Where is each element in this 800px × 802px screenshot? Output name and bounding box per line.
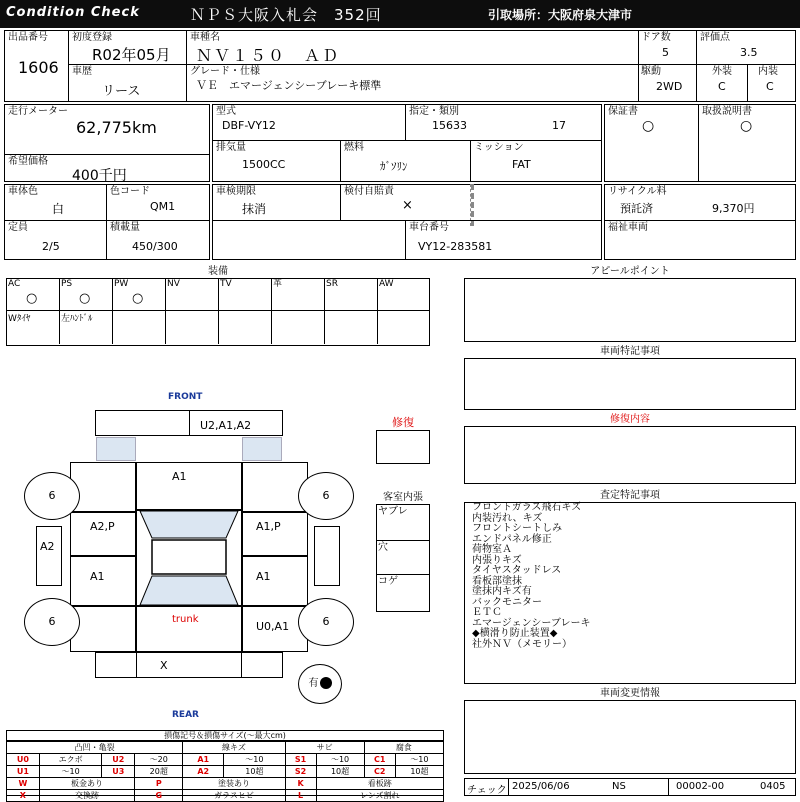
insurance-label: 検付自賠責: [344, 186, 394, 197]
equipment-title: 装備: [6, 266, 430, 279]
color-value: 白: [52, 202, 65, 216]
designation-value: 15633: [432, 119, 467, 132]
legend-code: C2: [364, 766, 395, 778]
inspection-notes-title: 査定特記事項: [464, 490, 796, 503]
equip-pw-label: PW: [114, 279, 129, 289]
mission-label: ミッション: [474, 142, 524, 153]
warranty-label: 保証書: [608, 106, 638, 117]
tire-rear-right: 6: [298, 598, 354, 646]
legend-code: K: [285, 778, 316, 790]
mission-value: FAT: [512, 158, 531, 171]
hood-panel: [136, 462, 242, 510]
legend-code: U0: [7, 754, 40, 766]
trunk-area: [136, 606, 242, 652]
windshield-glass: [136, 510, 242, 606]
change-info-title: 車両変更情報: [464, 688, 796, 701]
tail-damage: X: [160, 659, 168, 672]
legend-group: 線キズ: [183, 742, 285, 754]
legend-desc: 交換跡: [39, 790, 134, 802]
pickup-location: 引取場所：大阪府泉大津市: [488, 8, 633, 22]
load-label: 積載量: [110, 222, 140, 233]
tire-front-right: 6: [298, 472, 354, 520]
special-notes-title: 車両特記事項: [464, 346, 796, 359]
equip-ac-label: AC: [8, 279, 21, 289]
legend-group: 腐食: [364, 742, 443, 754]
equip-w-tire: Wﾀｲﾔ: [8, 314, 31, 324]
inspection-note: ◆横滑り防止装置◆: [472, 628, 558, 639]
price-label: 希望価格: [8, 156, 48, 167]
recycle-label: リサイクル料: [608, 186, 667, 197]
legend-desc: 塗装あり: [183, 778, 285, 790]
recycle-status: 預託済: [620, 202, 653, 215]
inspection-note: 内装汚れ、キズ: [472, 512, 543, 524]
cabin-tear: ヤブレ: [378, 506, 408, 517]
rear-label: REAR: [172, 710, 199, 720]
equip-nv-label: NV: [167, 279, 180, 289]
spare-tire: 有: [298, 664, 342, 704]
legend-code: X: [7, 790, 40, 802]
equip-ps-mark: ○: [79, 291, 91, 306]
insurance-value: ×: [402, 198, 413, 213]
right-front-fender: [242, 462, 308, 512]
capacity-label: 定員: [8, 222, 28, 233]
car-name-label: 車種名: [190, 32, 220, 43]
inspection-label: 車検期限: [216, 186, 256, 197]
displacement-value: 1500CC: [242, 158, 286, 171]
legend-desc: ～10: [395, 754, 443, 766]
inspection-note: フロントガラス飛石キズ: [472, 502, 582, 513]
inspection-note: フロントシートしみ: [472, 523, 562, 534]
lot-number: 1606: [18, 58, 59, 77]
check-date: 2025/06/06: [512, 781, 570, 792]
score-label: 評価点: [700, 32, 730, 43]
grade-value: ＶＥ エマージェンシーブレーキ標準: [196, 79, 382, 92]
cabin-hole: 穴: [378, 542, 388, 553]
legend-desc: ～10: [316, 754, 364, 766]
left-front-door: [70, 512, 136, 556]
trunk-label: trunk: [172, 614, 199, 625]
inspection-note: バックモニター: [472, 596, 542, 608]
fuel-label: 燃料: [344, 142, 364, 153]
chassis-label: 車台番号: [409, 222, 449, 233]
cabin-label: 客室内張: [376, 492, 430, 505]
inspection-note: ＥＴＣ: [472, 607, 502, 618]
price-value: 400千円: [72, 168, 127, 184]
legend-desc: ～10: [39, 766, 102, 778]
footer-code: 00002-00: [676, 781, 725, 792]
first-reg-value: R02年05月: [92, 46, 171, 64]
left-front-damage: A2,P: [90, 520, 115, 533]
legend-desc: 10超: [316, 766, 364, 778]
load-value: 450/300: [132, 240, 178, 253]
right-front-damage: A1,P: [256, 520, 281, 533]
inspection-note: エンドパネル修正: [472, 533, 552, 545]
footer-number: 0405: [760, 781, 786, 792]
legend-code: G: [135, 790, 183, 802]
left-side-panel: [36, 526, 62, 586]
history-value: リース: [102, 84, 141, 99]
legend-desc: 20超: [135, 766, 183, 778]
check-label: チェック: [467, 785, 507, 796]
right-rear-damage: A1: [256, 570, 271, 583]
interior-value: C: [766, 80, 774, 93]
legend-desc: ～20: [135, 754, 183, 766]
equip-sr-label: SR: [326, 279, 338, 289]
model-label: 型式: [216, 106, 236, 117]
doors-label: ドア数: [641, 32, 671, 43]
doors-value: 5: [662, 46, 669, 59]
legend-code: S1: [285, 754, 316, 766]
model-value: DBF-VY12: [222, 119, 276, 132]
legend-group: サビ: [285, 742, 364, 754]
exterior-value: C: [718, 80, 726, 93]
legend-desc: 板金あり: [39, 778, 134, 790]
equip-ps-label: PS: [61, 279, 73, 289]
auction-title: ＮＰＳ大阪入札会 352回: [190, 6, 382, 24]
legend-code: U1: [7, 766, 40, 778]
chassis-value: VY12-283581: [418, 240, 493, 253]
checker-name: NS: [612, 781, 626, 792]
color-code-label: 色コード: [110, 186, 150, 197]
legend-desc: ～10: [224, 754, 285, 766]
equip-ac-mark: ○: [26, 291, 38, 306]
legend-code: P: [135, 778, 183, 790]
color-code-value: QM1: [150, 200, 176, 213]
legend-desc: エクボ: [39, 754, 102, 766]
front-label: FRONT: [168, 392, 203, 402]
hood-damage: A1: [172, 470, 187, 483]
score-value: 3.5: [740, 46, 758, 59]
inspection-note: 荷物室Ａ: [472, 544, 512, 555]
grade-label: グレード・仕様: [190, 66, 260, 77]
inspection-value: 抹消: [242, 202, 267, 216]
equip-aw-label: AW: [379, 279, 394, 289]
recycle-fee: 9,370円: [712, 202, 755, 215]
legend-code: C1: [364, 754, 395, 766]
drive-label: 駆動: [641, 66, 661, 77]
designation-label: 指定・類別: [409, 106, 459, 117]
equip-tv-label: TV: [220, 279, 232, 289]
inspection-note: 内張りキズ: [472, 554, 522, 566]
legend-code: S2: [285, 766, 316, 778]
legend-title: 損傷記号＆損傷サイズ(～最大cm): [6, 730, 444, 741]
capacity-value: 2/5: [42, 240, 60, 253]
tail-panel: [136, 652, 242, 678]
legend-desc: 看板跡: [316, 778, 444, 790]
lot-label: 出品番号: [8, 32, 48, 43]
left-quarter: [70, 606, 136, 652]
interior-label: 内装: [758, 66, 778, 77]
legend-desc: 10超: [224, 766, 285, 778]
tire-rear-left: 6: [24, 598, 80, 646]
legend-desc: 10超: [395, 766, 443, 778]
car-name: ＮＶ１５０ ＡＤ: [196, 46, 341, 65]
header-bar: [0, 0, 800, 28]
legend-code: L: [285, 790, 316, 802]
inspection-notes-list: [472, 503, 792, 650]
tire-front-left: 6: [24, 472, 80, 520]
legend-code: W: [7, 778, 40, 790]
front-damage: U2,A1,A2: [200, 419, 252, 432]
legend-code: A2: [183, 766, 224, 778]
first-reg-label: 初度登録: [72, 32, 112, 43]
left-front-fender: [70, 462, 136, 512]
inspection-block: [212, 184, 602, 260]
exterior-label: 外装: [712, 66, 732, 77]
manual-value: ○: [740, 118, 753, 134]
category-value: 17: [552, 119, 566, 132]
inspection-note: 看板部塗抹: [472, 575, 522, 587]
legend-group: 凸凹・亀裂: [7, 742, 183, 754]
right-rear-door: [242, 556, 308, 606]
displacement-label: 排気量: [216, 142, 246, 153]
legend-desc: ガラスヒビ: [183, 790, 285, 802]
cabin-burn: コゲ: [378, 576, 398, 587]
repair-detail-title: 修復内容: [464, 414, 796, 427]
left-side-damage: A2: [40, 540, 55, 553]
mileage-label: 走行メーター: [8, 106, 68, 117]
right-quarter-damage: U0,A1: [256, 620, 290, 633]
equip-革-label: 革: [273, 279, 283, 289]
appeal-title: アピールポイント: [464, 266, 796, 279]
right-side-panel: [314, 526, 340, 586]
repair-label: 修復: [376, 416, 430, 431]
warranty-value: ○: [642, 118, 655, 134]
inspection-note: エマージェンシーブレーキ: [472, 617, 591, 629]
right-front-door: [242, 512, 308, 556]
welfare-label: 福祉車両: [608, 222, 648, 233]
spare-tire-icon: [320, 677, 332, 689]
fuel-value: ｶﾞｿﾘﾝ: [380, 160, 408, 173]
equip-pw-mark: ○: [132, 291, 144, 306]
left-rear-damage: A1: [90, 570, 105, 583]
inspection-note: 社外ＮＶ（メモリー）: [472, 638, 572, 650]
color-label: 車体色: [8, 186, 38, 197]
inspection-note: タイヤスタッドレス: [472, 565, 562, 576]
history-label: 車歴: [72, 66, 92, 77]
legend-code: U2: [102, 754, 135, 766]
legend-code: U3: [102, 766, 135, 778]
drive-value: 2WD: [656, 80, 683, 93]
legend-code: A1: [183, 754, 224, 766]
condition-check-label: Condition Check: [6, 5, 140, 20]
mileage-value: 62,775km: [76, 118, 157, 137]
legend-desc: レンズ割れ: [316, 790, 444, 802]
equip-left-handle: 左ﾊﾝﾄﾞﾙ: [61, 314, 93, 324]
inspection-note: 塗抹内キズ有: [472, 586, 532, 597]
manual-label: 取扱説明書: [702, 106, 752, 117]
legend-table: [6, 741, 444, 802]
